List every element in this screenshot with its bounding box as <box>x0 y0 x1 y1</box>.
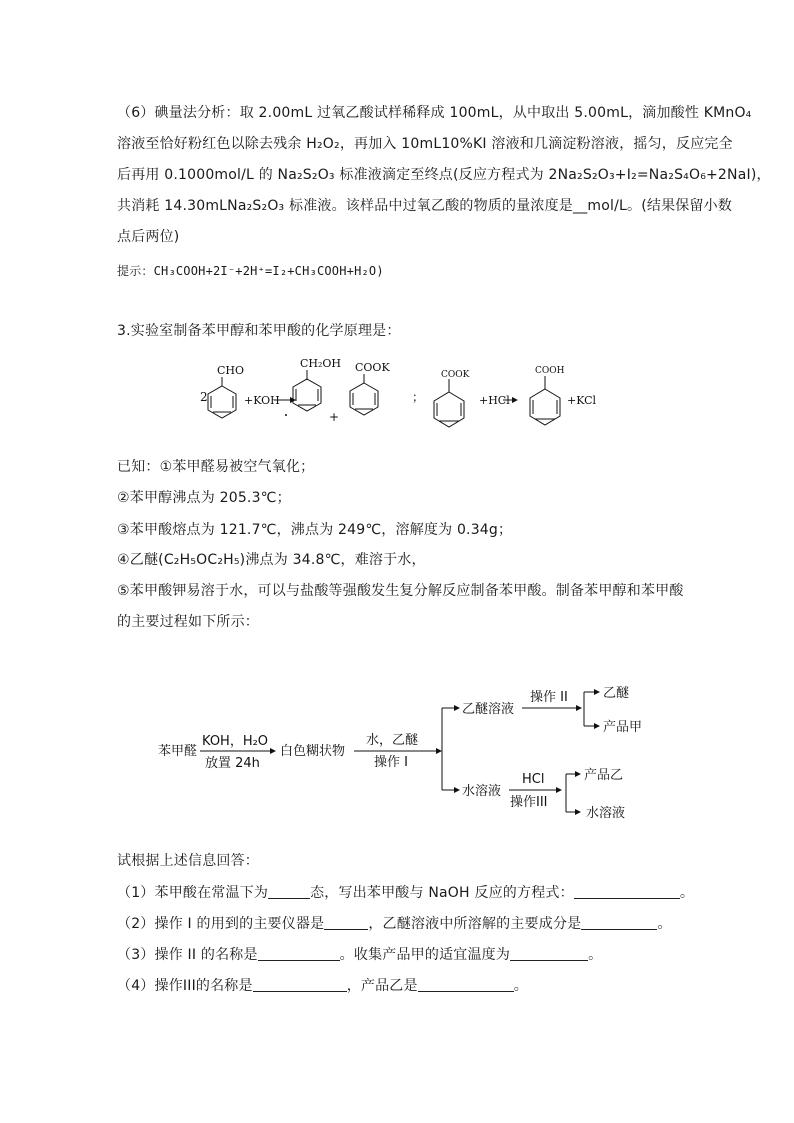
dot-mark <box>285 414 287 416</box>
flow-branch-top-head <box>454 705 460 711</box>
answer-blank-4a[interactable] <box>253 977 347 992</box>
flow-arrowhead-2 <box>436 748 442 754</box>
flow-ether: 乙醚 <box>603 686 630 701</box>
cook-label: COOK <box>355 361 390 374</box>
flow-product-b: 产品乙 <box>584 768 624 783</box>
flow-arrowhead-3 <box>576 705 582 711</box>
flow-ether-solution: 乙醚溶液 <box>462 702 515 717</box>
flow-cond2-bottom: 操作 I <box>374 755 408 770</box>
answer-blank-3a[interactable] <box>258 946 340 961</box>
reaction-coefficient: 2 <box>200 390 208 404</box>
flow-split-3-top-head <box>575 771 581 777</box>
semicolon: ； <box>412 390 425 404</box>
known-3: ③苯甲酸熔点为 121.7℃，沸点为 249℃，溶解度为 0.34g； <box>117 522 513 538</box>
answer-blank-1a[interactable] <box>268 884 310 899</box>
question-2-part-b: ，乙醚溶液中所溶解的主要成分是 <box>368 916 582 932</box>
known-2: ②苯甲醇沸点为 205.3℃； <box>117 490 291 506</box>
flow-arrowhead-1 <box>270 748 276 754</box>
question-1-part-b: 态，写出苯甲酸与 NaOH 反应的方程式： <box>310 885 574 901</box>
plus-sign: + <box>329 410 340 424</box>
known-5: ⑤苯甲酸钾易溶于水，可以与盐酸等强酸发生复分解反应制备苯甲酸。制备苯甲醇和苯甲酸 <box>117 583 684 599</box>
flow-water-solution-2: 水溶液 <box>586 806 626 821</box>
known-1: 已知：①苯甲醛易被空气氧化； <box>117 459 315 475</box>
question-3-part-b: 。收集产品甲的适宜温度为 <box>339 947 511 963</box>
known-6: 的主要过程如下所示： <box>117 614 259 630</box>
q6-line-1: （6）碘量法分析：取 2.00mL 过氧乙酸试样稀释成 100mL，从中取出 5.00mL，滴加酸性 KMnO₄ <box>117 105 752 121</box>
answer-blank-1b[interactable] <box>574 884 680 899</box>
flow-cond1-bottom: 放置 24h <box>205 756 260 771</box>
answer-blank-4b[interactable] <box>418 977 514 992</box>
answer-blank-2b[interactable] <box>581 915 657 930</box>
question-1 <box>117 883 694 903</box>
question-3 <box>117 945 602 965</box>
flow-split-2-bottom-head <box>594 723 600 729</box>
flow-arrowhead-4 <box>556 787 562 793</box>
flow-water-solution: 水溶液 <box>462 784 502 799</box>
question-2 <box>117 914 672 934</box>
reaction-arrowhead-2 <box>512 397 518 403</box>
cook-label-2: COOK <box>441 370 470 380</box>
q6-line-5: 点后两位) <box>117 229 180 245</box>
flow-mid: 白色糊状物 <box>280 744 346 759</box>
question-3-part-c: 。 <box>588 947 603 963</box>
flow-cond2-top: 水，乙醚 <box>366 733 419 748</box>
question-3-part-a: （3）操作 II 的名称是 <box>117 947 258 963</box>
flow-branch-bottom-head <box>454 787 460 793</box>
benzoic-acid-ring <box>530 376 560 425</box>
question-2-part-c: 。 <box>657 916 672 932</box>
ch2oh-label: CH₂OH <box>300 357 342 370</box>
potassium-benzoate-ring-2 <box>434 379 464 427</box>
question-1-part-a: （1）苯甲酸在常温下为 <box>117 885 269 901</box>
question-4 <box>117 976 528 996</box>
cho-label: CHO <box>217 364 245 377</box>
flow-op2: 操作 II <box>530 690 568 705</box>
benzyl-alcohol-ring <box>293 370 321 411</box>
cooh-label: COOH <box>535 366 565 376</box>
potassium-benzoate-ring <box>350 374 378 415</box>
koh-label: +KOH <box>244 394 280 407</box>
benzaldehyde-ring <box>208 377 236 418</box>
reaction-scheme <box>0 350 794 440</box>
question-4-part-b: ，产品乙是 <box>346 978 418 994</box>
q6-line-3: 后再用 0.1000mol/L 的 Na₂S₂O₃ 标准液滴定至终点(反应方程式为 2Na₂S₂O₃+I₂=Na₂S₄O₆+2NaI)， <box>117 167 771 183</box>
hcl-label: +HCl <box>479 394 510 407</box>
flow-start: 苯甲醛 <box>158 744 198 759</box>
flow-product-a: 产品甲 <box>603 720 643 735</box>
flow-op3: 操作III <box>510 795 548 810</box>
question-2-part-a: （2）操作 I 的用到的主要仪器是 <box>117 916 325 932</box>
process-flow-diagram <box>0 670 794 840</box>
flow-split-3-bottom-head <box>575 809 581 815</box>
question-4-part-a: （4）操作III的名称是 <box>117 978 253 994</box>
question-4-part-c: 。 <box>513 978 528 994</box>
kcl-label: +KCl <box>567 394 597 407</box>
q3-title: 3.实验室制备苯甲醇和苯甲酸的化学原理是： <box>117 323 401 339</box>
answer-intro: 试根据上述信息回答： <box>117 853 259 869</box>
question-1-part-c: 。 <box>679 885 695 901</box>
q6-line-4: 共消耗 14.30mLNa₂S₂O₃ 标准液。该样品中过氧乙酸的物质的量浓度是__mol/L。(结果保留小数 <box>117 198 733 214</box>
q6-hint: 提示：CH₃COOH+2I⁻+2H⁺=I₂+CH₃COOH+H₂O) <box>117 264 384 278</box>
flow-hcl: HCl <box>522 772 545 787</box>
answer-blank-3b[interactable] <box>510 946 588 961</box>
known-4: ④乙醚(C₂H₅OC₂H₅)沸点为 34.8℃，难溶于水， <box>117 552 426 568</box>
q6-line-2: 溶液至恰好粉红色以除去残余 H₂O₂，再加入 10mL10%KI 溶液和几滴淀粉溶液，摇匀，反应完全 <box>117 136 733 152</box>
answer-blank-2a[interactable] <box>324 915 368 930</box>
flow-split-2-top-head <box>594 689 600 695</box>
flow-cond1-top: KOH，H₂O <box>202 734 269 749</box>
